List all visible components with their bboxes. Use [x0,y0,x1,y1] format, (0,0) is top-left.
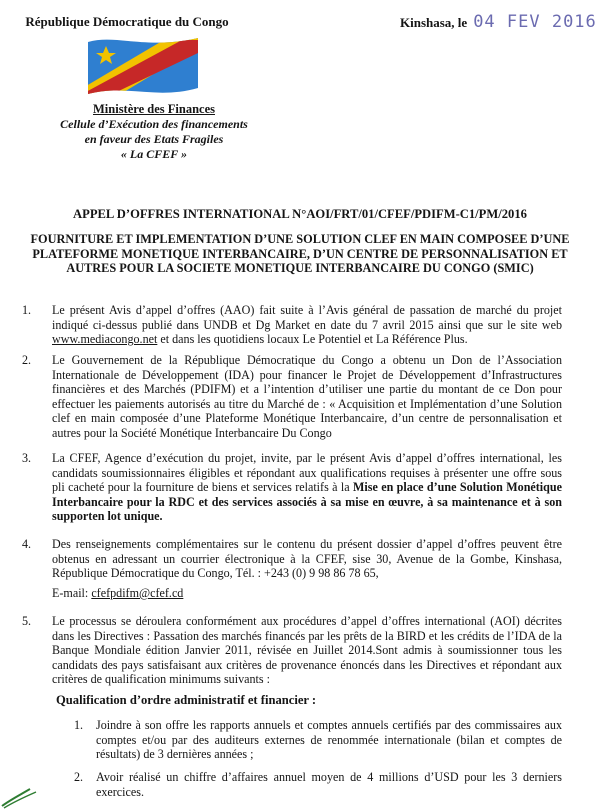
dateline [400,12,597,32]
qualification-item [0,770,600,799]
qualification-heading: Qualification d’ordre administratif et financier : [56,693,317,707]
paragraph-4 [0,537,600,581]
paragraph-text: et dans les quotidiens locaux Le Potentiel et La Référence Plus. [157,332,468,347]
unit-line-1: Cellule d’Exécution des financements [60,117,248,131]
paragraph-text: Le présent Avis d’appel d’offres (AAO) fait suite à l’Avis général de passation de marché du projet indiqué ci-dessus publié dans UNDB et Dg Market en date du 7 avril 2015 ainsi que sur le site web [52,303,562,332]
item-text: Joindre à son offre les rapports annuels et comptes annuels certifiés par des commissaires aux comptes et/ou par des auditeurs externes de renommée internationale (bilan et comptes de résultats) de 3 dernières années ; [96,718,562,762]
paragraph-text: Le Gouvernement de la République Démocratique du Congo a obtenu un Don de l’Association Internationale de Développement (IDA) pour financer le Projet de Développement d’Infrastructures financières et des Marchés (PDIFM) et a l’intention d’utiliser une partie du montant de ce Don pour effectuer les paiements autorisés au titre du Marché de : « Acquisition et Implémentation d’une Solution clef en main composée d’une Plateforme Monétique Interbancaire, d’un centre de personnalisation et autres pour la Société Monétique Interbancaire Du Congo [52,353,562,440]
email-label: E-mail: [52,586,89,600]
item-text: Avoir réalisé un chiffre d’affaires annuel moyen de 4 millions d’USD pour les 3 derniers exercices. [96,770,562,799]
item-number: 1. [74,718,84,732]
ministry-block [34,102,274,162]
paragraph-text: Des renseignements complémentaires sur le contenu du présent dossier d’appel d’offres peuvent être obtenus en adressant un courrier électronique à la CFEF, sise 30, Avenue de la Gombe, Kinshasa, République Démocratique du Congo, Tél. : +243 (0) 9 98 86 78 65, [52,537,562,581]
drc-flag-emblem [86,36,200,98]
paragraph-text: La CFEF, Agence d’exécution du projet, invite, par le présent Avis d’appel d’offres international, les candidats soumissionnaires éligibles et répondant aux qualifications requises à présenter une offre sous pli cacheté pour la fourniture de biens et services relatifs à la [52,451,562,495]
paragraph-5 [0,614,600,687]
paragraph-2 [0,353,600,441]
paragraph-number: 3. [22,451,32,465]
website-link[interactable]: www.mediacongo.net [52,332,158,347]
email-link[interactable]: cfefpdifm@cfef.cd [91,586,184,600]
date-stamp: 04 FEV 2016 [473,12,597,32]
unit-line-2: en faveur des Etats Fragiles [84,132,224,146]
country-heading: République Démocratique du Congo [25,14,229,29]
paragraph-number: 4. [22,537,32,551]
unit-line-3: « La CFEF » [120,147,188,161]
ministry-name: Ministère des Finances [93,102,215,116]
tender-subject: FOURNITURE ET IMPLEMENTATION D’UNE SOLUTION CLEF EN MAIN COMPOSEE D’UNE PLATEFORME MONETIQUE INTERBANCAIRE, D’UN CENTRE DE PERSONNALISATION ET AUTRES POUR LA SOCIETE MONETIQUE INTERBANCAIRE DU CONGO (SMIC) [30,232,570,275]
paragraph-number: 1. [22,303,32,317]
qualification-item [0,718,600,762]
item-number: 2. [74,770,84,784]
paragraph-3 [0,451,600,524]
paragraph-bold-text: Mise en place d’une Solution Monétique Interbancaire pour la RDC et des services associés à sa mise en œuvre, à sa maintenance et à son supporten lot unique. [52,480,562,524]
paragraph-number: 5. [22,614,32,628]
paragraph-text: Le processus se déroulera conformément aux procédures d’appel d’offres international (AOI) décrites dans les Directives : Passation des marchés financés par les prêts de la BIRD et les crédits de l’IDA de la Banque Mondiale édition Janvier 2011, révisée en Juillet 2014.Sont admis à soumissionner tous les candidats des pays satisfaisant aux critères de provenance énoncés dans les Directives et répondant aux critères de qualification minimums suivants : [52,614,562,687]
paragraph-1 [0,303,600,347]
paragraph-number: 2. [22,353,32,367]
email-line [52,586,183,601]
pen-mark-icon [0,786,40,809]
place-label: Kinshasa, le [400,15,468,30]
tender-reference: APPEL D’OFFRES INTERNATIONAL N°AOI/FRT/01/CFEF/PDIFM-C1/PM/2016 [73,207,527,221]
